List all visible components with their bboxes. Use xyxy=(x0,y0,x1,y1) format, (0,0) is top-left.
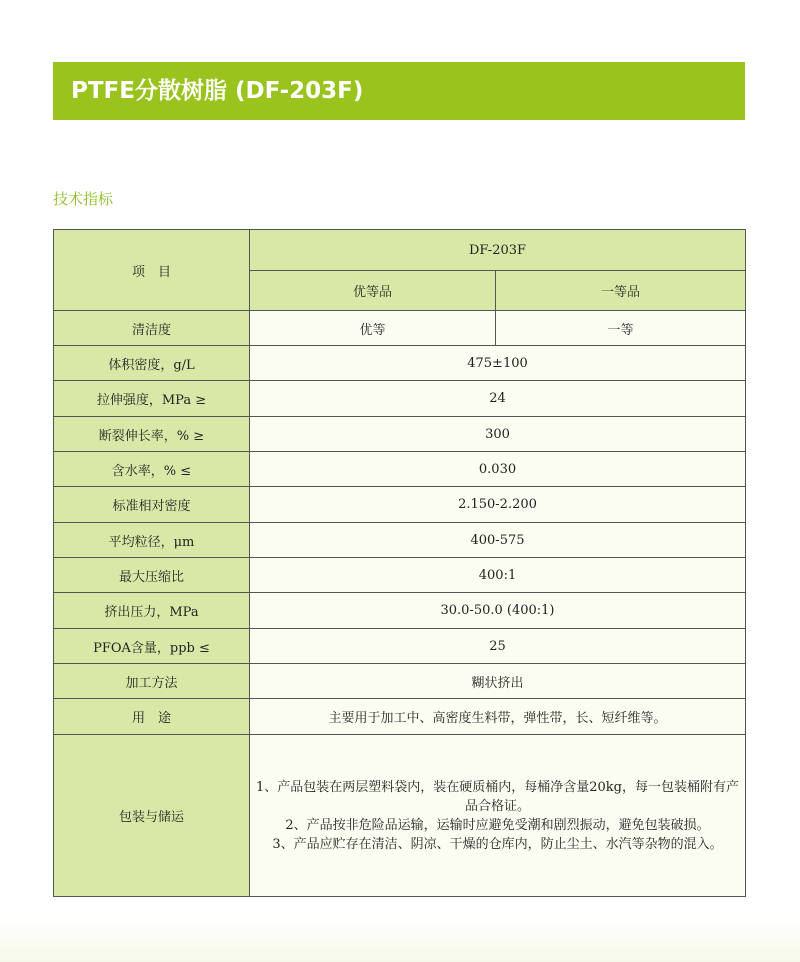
row-label: 最大压缩比 xyxy=(54,558,250,593)
row-value: 475±100 xyxy=(250,346,746,381)
section-heading: 技术指标 xyxy=(53,190,114,208)
page-title: PTFE分散树脂 (DF-203F) xyxy=(71,78,364,104)
page-bottom-band xyxy=(0,918,800,962)
row-value-premium: 优等 xyxy=(250,311,496,346)
table-row xyxy=(54,487,746,523)
item-header-cell: 项 目 xyxy=(54,230,250,311)
packaging-line-3: 3、产品应贮存在清洁、阴凉、干燥的仓库内，防止尘土、水汽等杂物的混入。 xyxy=(272,836,723,852)
title-bar xyxy=(53,62,745,120)
model-header-cell: DF-203F xyxy=(250,230,746,271)
packaging-label: 包装与储运 xyxy=(54,735,250,897)
table-row xyxy=(54,452,746,487)
table-row xyxy=(54,346,746,381)
packaging-line-1: 1、产品包装在两层塑料袋内，装在硬质桶内，每桶净含量20kg，每一包装桶附有产品合格证。 xyxy=(255,779,739,814)
grade-header-premium: 优等品 xyxy=(250,271,496,311)
row-value: 24 xyxy=(250,381,746,417)
row-label: 用 途 xyxy=(54,699,250,735)
packaging-text xyxy=(250,735,746,897)
packaging-row xyxy=(54,735,746,897)
row-value: 400:1 xyxy=(250,558,746,593)
table-row xyxy=(54,558,746,593)
table-row xyxy=(54,311,746,346)
row-label: 清洁度 xyxy=(54,311,250,346)
grade-header-first: 一等品 xyxy=(496,271,746,311)
row-label: PFOA含量，ppb ≤ xyxy=(54,629,250,664)
row-label: 加工方法 xyxy=(54,664,250,699)
table-row xyxy=(54,381,746,417)
row-value: 25 xyxy=(250,629,746,664)
row-label: 挤出压力，MPa xyxy=(54,593,250,629)
row-value-first: 一等 xyxy=(496,311,746,346)
row-value: 30.0-50.0 (400:1) xyxy=(250,593,746,629)
spec-table xyxy=(53,229,746,897)
packaging-line-2: 2、产品按非危险品运输，运输时应避免受潮和剧烈振动，避免包装破损。 xyxy=(285,817,710,833)
row-label: 平均粒径，μm xyxy=(54,523,250,558)
row-value: 2.150-2.200 xyxy=(250,487,746,523)
row-label: 含水率，% ≤ xyxy=(54,452,250,487)
row-value: 0.030 xyxy=(250,452,746,487)
row-value: 300 xyxy=(250,417,746,452)
table-row xyxy=(54,523,746,558)
row-label: 标准相对密度 xyxy=(54,487,250,523)
table-row xyxy=(54,593,746,629)
row-label: 拉伸强度，MPa ≥ xyxy=(54,381,250,417)
table-row xyxy=(54,629,746,664)
table-row xyxy=(54,417,746,452)
table-header-row xyxy=(54,230,746,271)
table-row xyxy=(54,699,746,735)
row-value: 主要用于加工中、高密度生料带，弹性带，长、短纤维等。 xyxy=(250,699,746,735)
row-label: 断裂伸长率，% ≥ xyxy=(54,417,250,452)
row-value: 400-575 xyxy=(250,523,746,558)
row-value: 糊状挤出 xyxy=(250,664,746,699)
row-label: 体积密度，g/L xyxy=(54,346,250,381)
table-row xyxy=(54,664,746,699)
